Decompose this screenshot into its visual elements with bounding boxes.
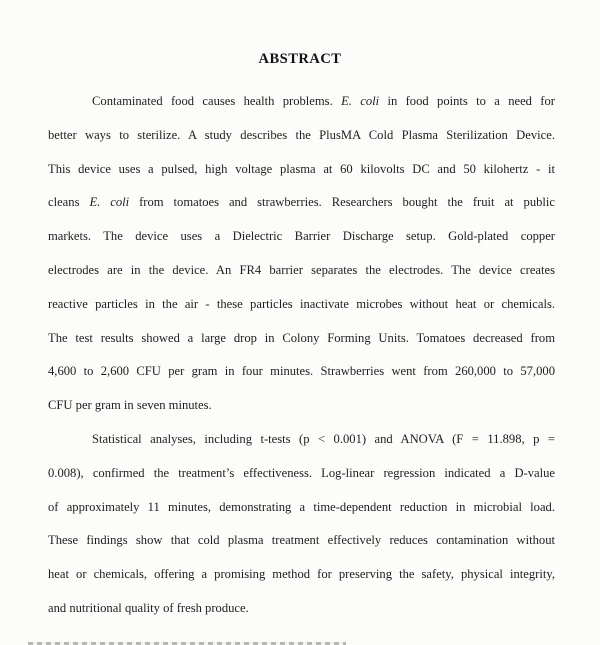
- abstract-line: [48, 423, 555, 457]
- abstract-line: [48, 389, 555, 423]
- text-segment: cleans: [48, 195, 90, 210]
- text-segment: This device uses a pulsed, high voltage plasma at 60 kilovolts DC and 50 kilohertz - it: [48, 161, 555, 176]
- text-segment: heat or chemicals, offering a promising method for preserving the safety, physical integrity,: [48, 567, 555, 582]
- abstract-line: [48, 288, 555, 322]
- abstract-line: [48, 457, 555, 491]
- text-segment: of approximately 11 minutes, demonstrating a time-dependent reduction in microbial load.: [48, 499, 555, 514]
- text-segment: in food points to a need for: [379, 94, 555, 108]
- text-segment: reactive particles in the air - these particles inactivate microbes without heat or chemicals.: [48, 296, 555, 311]
- abstract-line: [48, 491, 555, 525]
- abstract-body: [48, 85, 555, 626]
- text-segment: 4,600 to 2,600 CFU per gram in four minutes. Strawberries went from 260,000 to 57,000: [48, 364, 555, 379]
- abstract-line: [48, 85, 555, 119]
- text-segment: Contaminated food causes health problems.: [92, 94, 342, 108]
- text-segment: 0.008), confirmed the treatment’s effectiveness. Log-linear regression indicated a D-value: [48, 465, 555, 480]
- abstract-line: [48, 254, 555, 288]
- abstract-line: [48, 153, 555, 187]
- abstract-line: [48, 558, 555, 592]
- text-segment: CFU per gram in seven minutes.: [48, 398, 212, 413]
- text-segment: These findings show that cold plasma treatment effectively reduces contamination without: [48, 533, 555, 548]
- text-segment: electrodes are in the device. An FR4 barrier separates the electrodes. The device creates: [48, 262, 555, 277]
- text-segment: and nutritional quality of fresh produce.: [48, 600, 249, 615]
- abstract-line: [48, 220, 555, 254]
- abstract-line: [48, 186, 555, 220]
- abstract-line: [48, 119, 555, 153]
- text-segment: better ways to sterilize. A study describes the PlusMA Cold Plasma Sterilization Device.: [48, 127, 555, 142]
- abstract-line: [48, 592, 555, 626]
- abstract-line: [48, 355, 555, 389]
- text-segment: Statistical analyses, including t-tests (p < 0.001) and ANOVA (F = 11.898, p =: [92, 431, 555, 446]
- text-segment: The test results showed a large drop in Colony Forming Units. Tomatoes decreased from: [48, 330, 555, 345]
- abstract-paragraph: [48, 423, 555, 626]
- abstract-line: [48, 322, 555, 356]
- abstract-heading: ABSTRACT: [258, 51, 342, 67]
- text-segment: from tomatoes and strawberries. Researchers bought the fruit at public: [129, 195, 555, 210]
- abstract-line: [48, 524, 555, 558]
- italic-species-term: E. coli: [341, 94, 380, 108]
- text-segment: markets. The device uses a Dielectric Barrier Discharge setup. Gold-plated copper: [48, 229, 555, 244]
- italic-species-term: E. coli: [89, 195, 130, 210]
- abstract-paragraph: [48, 85, 555, 423]
